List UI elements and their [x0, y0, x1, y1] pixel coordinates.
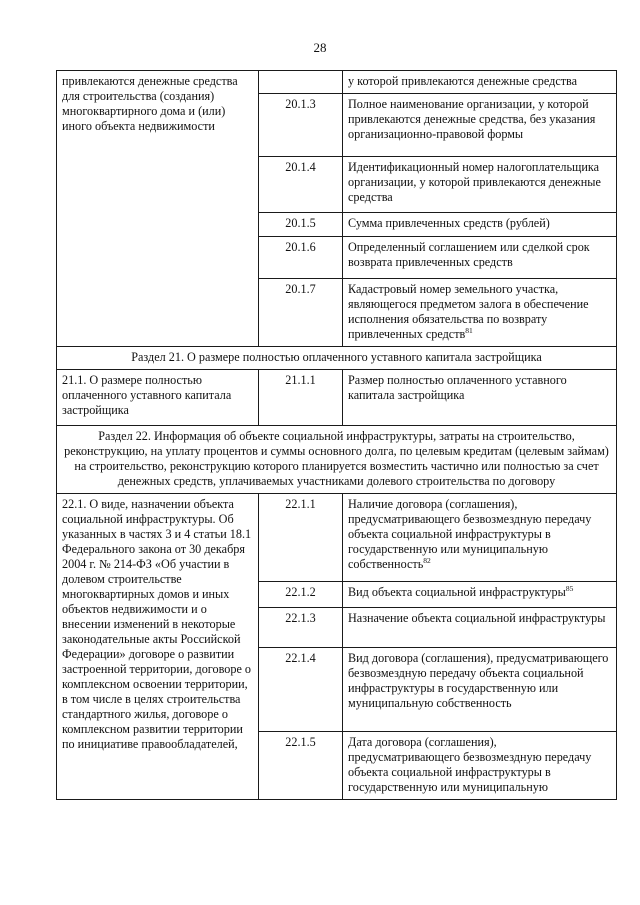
field-code — [259, 71, 343, 94]
field-code: 20.1.4 — [259, 157, 343, 213]
field-description: Идентификационный номер налогоплательщика организации, у которой привлекаются денежные средства — [343, 157, 617, 213]
form-table — [56, 70, 617, 800]
field-code: 22.1.4 — [259, 648, 343, 732]
field-code: 22.1.2 — [259, 582, 343, 608]
field-code: 22.1.5 — [259, 732, 343, 800]
table-row — [57, 71, 617, 94]
section-heading-row — [57, 347, 617, 370]
subsection-20-1-cell — [57, 71, 259, 347]
field-code: 21.1.1 — [259, 370, 343, 426]
field-description: Кадастровый номер земельного участка, являющегося предметом залога в обеспечение исполнения обязательства по возврату привлеченных средств$^{81}$ — [343, 279, 617, 347]
field-code: 20.1.7 — [259, 279, 343, 347]
field-description: Вид объекта социальной инфраструктуры$^{85}$ — [343, 582, 617, 608]
field-description: у которой привлекаются денежные средства — [343, 71, 617, 94]
footnote-ref: 85 — [565, 584, 574, 593]
subsection-22-1-text: 22.1. О виде, назначении объекта социальной инфраструктуры. Об указанных в частях 3 и 4 статьи 18.1 Федерального закона от 30 декабря 2004 г. № 214-ФЗ «Об участии в долевом строительстве многоквартирных домов и иных объектов недвижимости и о внесении изменений в некоторые законодательные акты Российской Федерации» договоре о развитии застроенной территории, договоре о комплексном освоении территории, в том числе в целях строительства стандартного жилья, договоре о комплексном развитии территории по инициативе правообладателей, — [62, 497, 252, 751]
field-description: Сумма привлеченных средств (рублей) — [343, 213, 617, 237]
field-code: 22.1.1 — [259, 494, 343, 582]
field-description: Назначение объекта социальной инфраструктуры — [343, 608, 617, 648]
field-code: 20.1.3 — [259, 94, 343, 157]
footnote-ref: 81 — [465, 326, 473, 335]
field-code: 20.1.5 — [259, 213, 343, 237]
section-heading-row — [57, 426, 617, 494]
section-22-title: Раздел 22. Информация об объекте социальной инфраструктуры, затраты на строительство, реконструкцию, на уплату процентов и суммы основного долга, по целевым кредитам (целевым займам) на строительство, реконструкцию которого планируется возместить частично или полностью за счет денежных средств, уплачиваемых участниками долевого строительства по договору — [57, 426, 617, 494]
field-description: Размер полностью оплаченного уставного капитала застройщика — [343, 370, 617, 426]
table-row — [57, 370, 617, 426]
subsection-20-1-text: привлекаются денежные средства для строительства (создания) многоквартирного дома и (или) иного объекта недвижимости — [62, 74, 238, 133]
table-row — [57, 494, 617, 582]
field-description: Вид договора (соглашения), предусматривающего безвозмездную передачу объекта социальной инфраструктуры в государственную или муниципальную собственность — [343, 648, 617, 732]
field-code: 20.1.6 — [259, 237, 343, 279]
field-description: Определенный соглашением или сделкой срок возврата привлеченных средств — [343, 237, 617, 279]
section-21-title: Раздел 21. О размере полностью оплаченного уставного капитала застройщика — [57, 347, 617, 370]
field-description: Дата договора (соглашения), предусматривающего безвозмездную передачу объекта социальной инфраструктуры в государственную или муниципальную — [343, 732, 617, 800]
field-code: 22.1.3 — [259, 608, 343, 648]
field-description: Полное наименование организации, у которой привлекаются денежные средства, без указания организационно-правовой формы — [343, 94, 617, 157]
subsection-21-1-cell: 21.1. О размере полностью оплаченного уставного капитала застройщика — [57, 370, 259, 426]
footnote-ref: 82 — [423, 556, 431, 565]
page-number: 28 — [313, 40, 327, 55]
field-description: Наличие договора (соглашения), предусматривающего безвозмездную передачу объекта социальной инфраструктуры в государственную или муниципальную собственность$^{82}$ — [343, 494, 617, 582]
subsection-22-1-cell — [57, 494, 259, 800]
